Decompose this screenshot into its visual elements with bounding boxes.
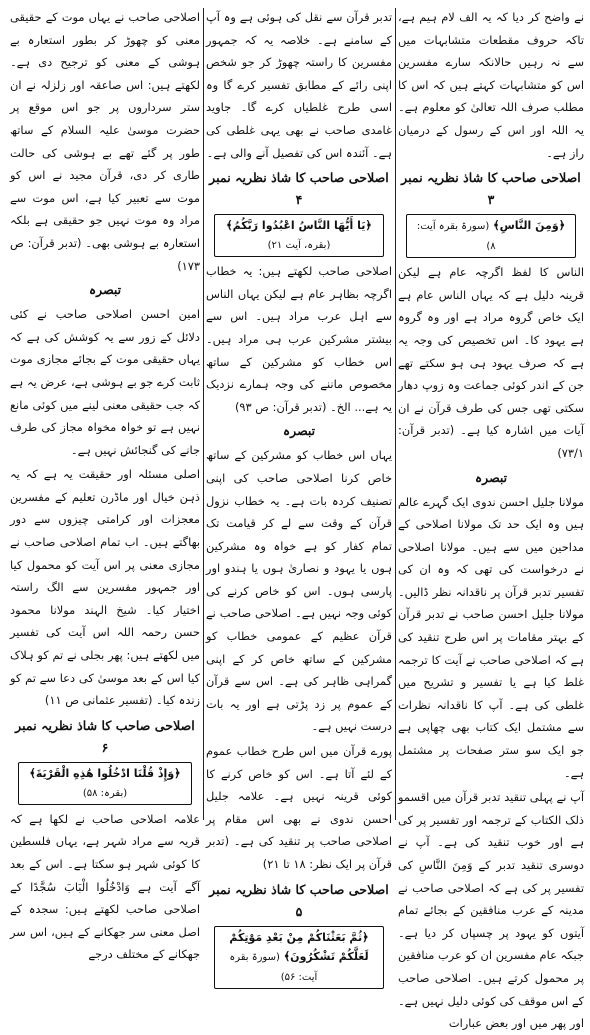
verse-text: ﴿وَإِذْ قُلْنَا ادْخُلُوا هَٰذِهِ الْقَرْيَةَ﴾ — [29, 766, 181, 780]
paragraph: علامہ اصلاحی صاحب نے لکھا ہے کہ قریہ سے مراد شہر ہے، یہاں فلسطین کا کوئی شہر ہو سکتا ہے۔ اس کے بعد آگے آیت ہے وَادْخُلُوا الْبَابَ سُجَّدًا کے اصلاحی صاحب لکھتے ہیں: سجدہ کے اصل معنی سر جھکانے کے ہیں، اس سر جھکانے کے مختلف درجے — [10, 811, 200, 962]
verse-text: ﴿وَمِنَ النَّاسِ﴾ — [493, 219, 566, 233]
column-left — [10, 6, 200, 962]
verse-box — [18, 762, 192, 805]
column-divider — [395, 8, 396, 820]
paragraph: آپ نے پہلی تنقید تدبر قرآن میں اقسمو ذلک الکتاب کے ترجمہ اور تفسیر پر کی ہے اور خوب تنقید کی ہے۔ آپ نے دوسری تنقید تدبر کے وَمِنَ النَّاسِ کی تفسیر پر کی ہے کہ اصلاحی صاحب نے مدینہ کے عرب منافقین کے بجائے تمام آیتوں کو یہود پر چسپاں کر دیا ہے۔ جبکہ عام مفسرین ان کو عرب منافقین پر محمول کرتے ہیں۔ اصلاحی صاحب کے اس موقف کی کوئی دلیل نہیں ہے۔ اور پھر میں اور بعض عبارات — [398, 790, 584, 1031]
section-heading: اصلاحی صاحب کا شاذ نظریہ نمبر ۴ — [209, 170, 389, 208]
column-right — [398, 6, 584, 1031]
column-divider — [203, 8, 204, 820]
paragraph: یہاں اس خطاب کو مشرکین کے ساتھ خاص کرنا اصلاحی صاحب کی اپنی تصنیف کردہ بات ہے۔ یہ خطاب نزول قرآن کے وقت سے لے کر قیامت تک تمام کفار کو ہے خواہ وہ مشرکین ہوں یا یہود و نصاریٰ ہوں یا ہندو اور پارسی ہوں۔ اس کو خاص کرنے کی کوئی وجہ نہیں ہے۔ اصلاحی صاحب نے قرآن عظیم کے عمومی خطاب کو مشرکین کے ساتھ خاص کر کے اپنی گمراہی ظاہر کی ہے۔ اس سے قرآن کے عموم پر زد پڑتی ہے اور یہ بات درست نہیں ہے۔ — [206, 448, 392, 734]
paragraph: تدبر قرآن سے نقل کی ہوئی ہے وہ آپ کے سامنے ہے۔ خلاصہ یہ کہ جمہور مفسرین کا راستہ چھوڑ کر جو شخص اپنی رائے کے مطابق تفسیر کرے گا وہ اسی طرح غلطیاں کرے گا۔ جاوید غامدی صاحب نے بھی یہی غلطی کی ہے۔ آئندہ اس کی تفصیل آنے والی ہے۔ — [206, 10, 392, 160]
verse-text: ﴿ثُمَّ بَعَثْنَاكُمْ مِنْ بَعْدِ مَوْتِكُمْ لَعَلَّكُمْ تَشْكُرُونَ﴾ — [229, 930, 369, 963]
section-heading: اصلاحی صاحب کا شاذ نظریہ نمبر ۵ — [209, 881, 389, 919]
verse-reference: (بقرہ: ۵۸) — [82, 787, 128, 799]
review-heading: تبصرہ — [282, 423, 316, 439]
verse-box — [214, 214, 384, 257]
review-heading: تبصرہ — [474, 469, 508, 485]
review-heading: تبصرہ — [88, 282, 122, 298]
paragraph: الناس کا لفظ اگرچہ عام ہے لیکن قرینہ دلیل ہے کہ یہاں الناس عام ہے ایک خاص گروہ مراد ہے اور وہ گروہ ہے یہود کا۔ اس تخصیص کی وجہ یہ ہے کہ صرف یہود ہی ہو سکتے تھے جن کے اندر کوئی جماعت وہ زوپ دھار سکتی تھی جس کی طرف قرآن نے ان آیات میں اشارہ کیا ہے۔ (تدبر قرآن: ۷۳/۱) — [398, 265, 584, 460]
paragraph: اصلاحی صاحب نے یہاں موت کے حقیقی معنی کو چھوڑ کر بطور استعارہ بے ہوشی کے معنی کو ترجیح دی ہے۔ لکھتے ہیں: اس صاعقہ اور زلزلہ نے ان ستر سرداروں پر جو اس موقع پر حضرت موسیٰ علیہ السلام کے ساتھ طور پر گئے تھے بے ہوشی کی حالت طاری کر دی، قرآن مجید نے اس کو موت سے تعبیر کیا ہے، اس موت سے مراد وہ موت نہیں جو حقیقی ہے بلکہ استعارہ بے ہوشی بھی۔ (تدبر قرآن: ص ۱۷۳) — [10, 10, 200, 273]
verse-box — [214, 926, 384, 989]
verse-reference: (بقرہ، آیت ۲۱) — [267, 240, 331, 252]
verse-reference: (سورۃ بقرہ آیت: ۸) — [416, 221, 496, 253]
paragraph: مولانا جلیل احسن ندوی ایک گہرے عالم ہیں وہ ایک حد تک مولانا اصلاحی کے مداحین میں سے ہیں۔ مولانا اصلاحی نے درخواست کی تھی کہ وہ ان کی تفسیر تدبر قرآن پر ناقدانہ نظر ڈالیں۔ مولانا جلیل احسن صاحب نے تدبر قرآن کے بہتر مقامات پر اس طرح تنقید کی ہے کہ اصلاحی صاحب نے آیت کا ترجمہ غلط کیا ہے یا تفسیر و تشریح میں غلطی کی ہے۔ آپ کا ناقدانہ نظرات سے مشتمل ایک کتاب بھی چھاپی ہے جو ایک سو ستر صفحات پر مشتمل ہے۔ — [398, 494, 584, 780]
verse-text: ﴿يَا أَيُّهَا النَّاسُ اعْبُدُوا رَبَّكُمُ﴾ — [226, 219, 372, 233]
paragraph: اصلاحی صاحب لکھتے ہیں: یہ خطاب اگرچہ بظاہر عام ہے لیکن یہاں الناس سے اہل عرب مراد ہیں۔ اس سے بیشتر مشرکین عرب ہی مراد ہیں۔ اس خطاب کو مشرکین کے ساتھ مخصوص ماننے کی وجہ ہمارے نزدیک یہ ہے... الخ۔ (تدبر قرآن: ص ۹۳) — [206, 264, 392, 414]
section-heading: اصلاحی صاحب کا شاذ نظریہ نمبر ۳ — [401, 170, 581, 208]
paragraph: اصلی مسئلہ اور حقیقت یہ ہے کہ یہ ذہن خیال اور ماڈرن تعلیم کے مفسرین معجزات اور کرامتی چیزوں سے دور بھاگتے ہیں۔ اب تمام اصلاحی صاحب نے مجازی معنی پر اس آیت کو محمول کیا اور جمہور مفسرین سے الگ راستہ اختیار کیا۔ شیخ الہند مولانا محمود حسن رحمہ اللہ اس آیت کی تفسیر میں لکھتے ہیں: پھر بجلی نے تم کو ہلاک کیا اس کے بعد موسیٰ کی دعا سے تم کو زندہ کیا۔ (تفسیر عثمانی ص ۱۱) — [10, 467, 200, 708]
column-middle — [206, 6, 392, 983]
verse-box — [406, 214, 576, 258]
paragraph: نے واضح کر دیا کہ یہ الف لام ہیم ہے، تاکہ حروف مقطعات متشابہات میں سے نہ رہیں حالانکہ سارے مفسرین اس کو متشابہات کہتے ہیں کہ اس کا مطلب صرف اللہ تعالیٰ کو معلوم ہے۔ یہ اللہ اور اس کے رسول کے درمیان راز ہے۔ — [398, 10, 584, 160]
section-heading: اصلاحی صاحب کا شاذ نظریہ نمبر ۶ — [15, 717, 195, 755]
verse-reference: (سورۃ بقرہ آیت: ۵۶) — [229, 951, 318, 983]
paragraph: پورے قرآن میں اس طرح خطاب عموم کے لئے آتا ہے۔ اس کو خاص کرنے کا کوئی قرینہ نہیں ہے۔ علامہ جلیل احسن ندوی نے بھی اس مقام پر اصلاحی صاحب پر تنقید کی ہے۔ (تدبر قرآن پر ایک نظر: ۱۸ تا ۲۱) — [206, 744, 392, 871]
paragraph: امین احسن اصلاحی صاحب نے کئی دلائل کے زور سے یہ کوشش کی ہے کہ یہاں حقیقی موت کے بجائے مجازی موت ثابت کرے جو بے ہوشی ہے، عرض یہ ہے کہ جب حقیقی معنی لینے میں کوئی مانع نہیں ہے تو خواہ مخواہ مجاز کی طرف جانے کی گنجائش نہیں ہے۔ — [10, 307, 200, 457]
